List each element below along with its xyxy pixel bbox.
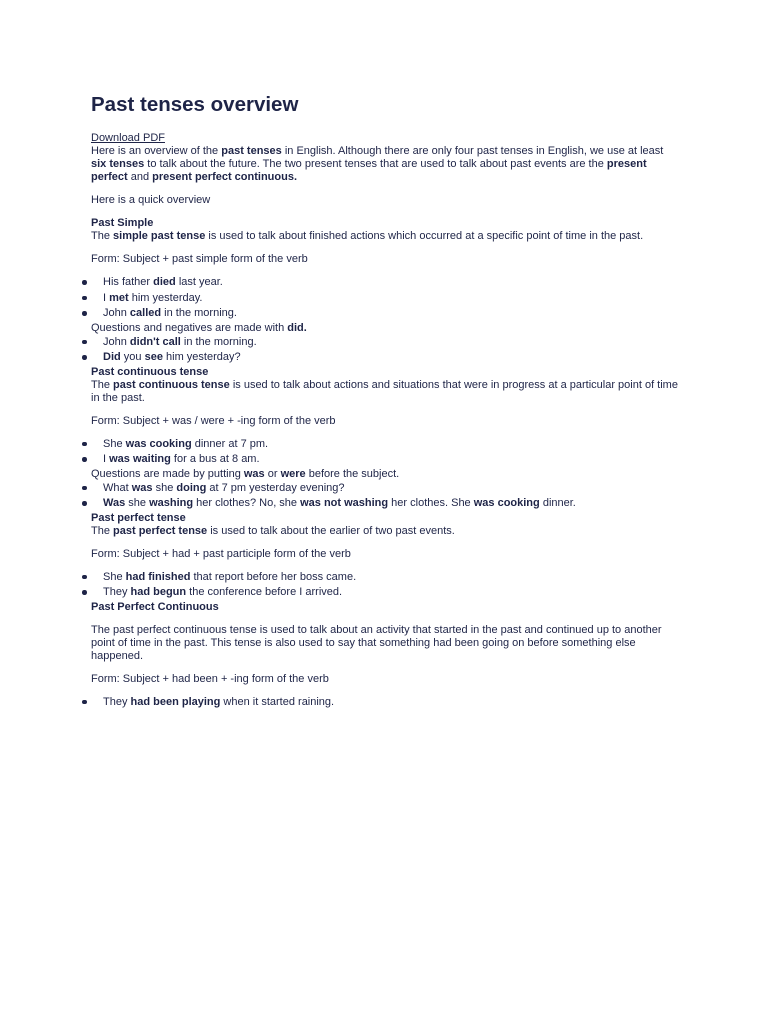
bullet-icon bbox=[82, 486, 87, 491]
list-item: What was she doing at 7 pm yesterday evening? bbox=[91, 481, 681, 497]
past-perfect-continuous-description: The past perfect continuous tense is used to talk about an activity that started in the past and continued up to another point of time in the past. This tense is also used to say that something had been going on before something else happened. bbox=[91, 623, 662, 662]
document-page bbox=[91, 92, 681, 710]
list-item: John called in the morning. bbox=[91, 306, 681, 322]
past-perfect-continuous-examples bbox=[91, 695, 681, 711]
bullet-icon bbox=[82, 442, 87, 447]
bullet-icon bbox=[82, 311, 87, 316]
list-item: John didn't call in the morning. bbox=[91, 335, 681, 351]
past-continuous-form: Form: Subject + was / were + -ing form of the verb bbox=[91, 414, 336, 427]
past-continuous-heading: Past continuous tense bbox=[91, 365, 209, 378]
past-perfect-continuous-form: Form: Subject + had been + -ing form of the verb bbox=[91, 672, 329, 685]
list-item: They had been playing when it started raining. bbox=[91, 695, 681, 711]
past-simple-form: Form: Subject + past simple form of the verb bbox=[91, 253, 308, 265]
bullet-icon bbox=[82, 340, 87, 345]
past-simple-description: The simple past tense is used to talk about finished actions which occurred at a specific point of time in the past. bbox=[91, 230, 644, 242]
list-item: His father died last year. bbox=[91, 275, 681, 291]
past-continuous-question-note: Questions are made by putting was or were before the subject. bbox=[91, 467, 400, 480]
bullet-icon bbox=[82, 700, 87, 705]
list-item: She was cooking dinner at 7 pm. bbox=[91, 437, 681, 453]
past-continuous-examples bbox=[91, 437, 681, 468]
past-simple-examples bbox=[91, 275, 681, 322]
bullet-icon bbox=[82, 280, 87, 285]
past-perfect-examples bbox=[91, 570, 681, 601]
past-simple-question-note: Questions and negatives are made with did. bbox=[91, 321, 307, 334]
past-continuous-description: The past continuous tense is used to talk about actions and situations that were in progress at a particular point of time in the past. bbox=[91, 378, 678, 404]
list-item: I met him yesterday. bbox=[91, 291, 681, 307]
bullet-icon bbox=[82, 575, 87, 580]
past-perfect-form: Form: Subject + had + past participle form of the verb bbox=[91, 547, 351, 560]
bullet-icon bbox=[82, 296, 87, 301]
bullet-icon bbox=[82, 501, 87, 506]
intro-paragraph: Here is an overview of the past tenses in English. Although there are only four past tenses in English, we use at least six tenses to talk about the future. The two present tenses that are used to talk about past events are the present perfect and present perfect continuous. bbox=[91, 145, 664, 183]
past-simple-negative-examples bbox=[91, 335, 681, 366]
list-item: Did you see him yesterday? bbox=[91, 350, 681, 366]
download-pdf-link[interactable]: Download PDF bbox=[91, 132, 165, 144]
list-item: Was she washing her clothes? No, she was not washing her clothes. She was cooking dinner. bbox=[91, 496, 681, 512]
list-item: I was waiting for a bus at 8 am. bbox=[91, 452, 681, 468]
bullet-icon bbox=[82, 355, 87, 360]
bullet-icon bbox=[82, 457, 87, 462]
past-perfect-heading: Past perfect tense bbox=[91, 511, 186, 524]
past-perfect-continuous-heading: Past Perfect Continuous bbox=[91, 600, 219, 613]
quick-overview-text: Here is a quick overview bbox=[91, 194, 211, 206]
bullet-icon bbox=[82, 590, 87, 595]
past-continuous-question-examples bbox=[91, 481, 681, 512]
past-simple-heading: Past Simple bbox=[91, 217, 154, 229]
list-item: She had finished that report before her boss came. bbox=[91, 570, 681, 586]
list-item: They had begun the conference before I arrived. bbox=[91, 585, 681, 601]
page-title: Past tenses overview bbox=[91, 93, 299, 116]
past-perfect-description: The past perfect tense is used to talk about the earlier of two past events. bbox=[91, 524, 455, 537]
